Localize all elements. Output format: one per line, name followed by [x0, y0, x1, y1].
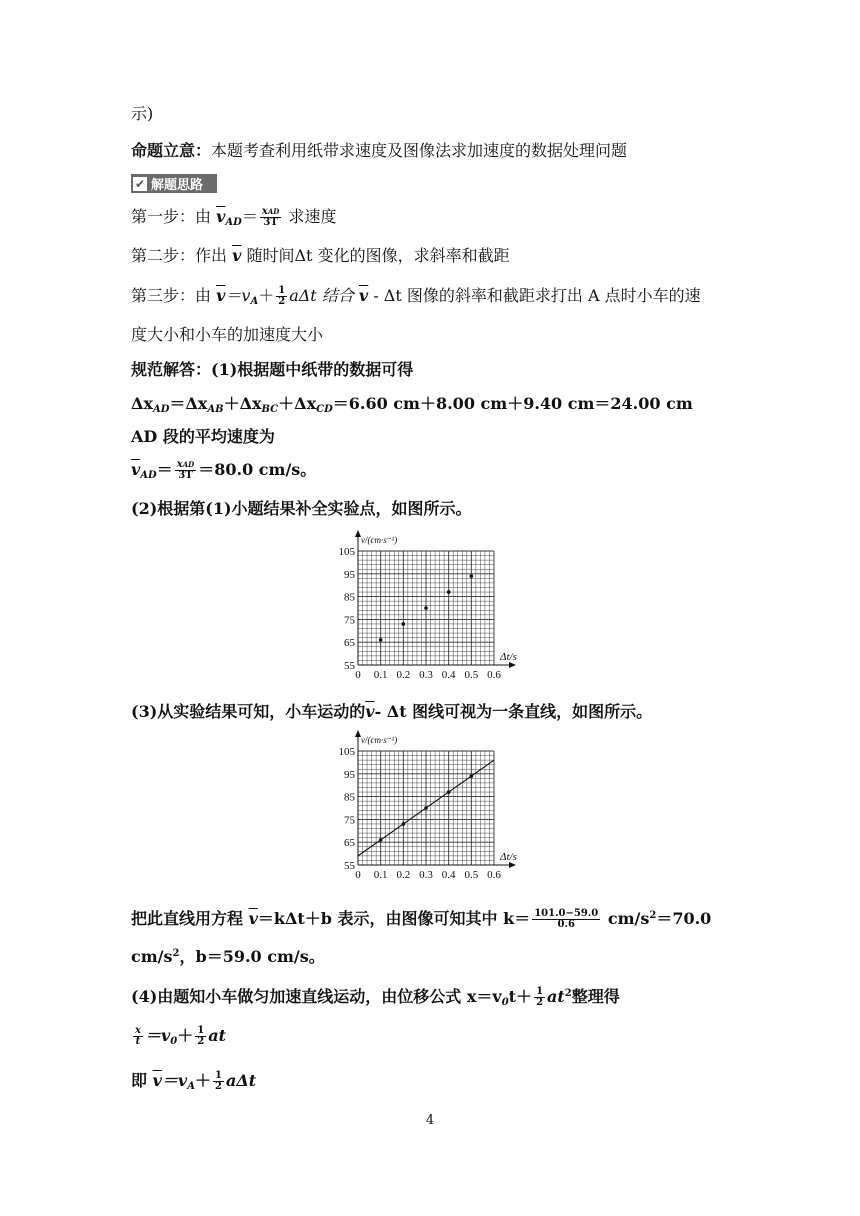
fraction: $\frac{1}{2}$: [197, 1025, 205, 1047]
x-tick-label: 0.5: [464, 869, 479, 881]
xt-equation: $\frac{x}{t}$ $=v_0+$ $\frac{1}{2}$ at: [135, 1025, 226, 1047]
x-tick-label: 0.2: [396, 669, 411, 681]
y-tick-label: 65: [344, 637, 355, 650]
chart-fit-line: [320, 730, 540, 882]
fraction: $\frac{101.0-59.0}{0.6}$: [534, 908, 599, 930]
intent-text: 本题考查利用纸带求速度及图像法求加速度的数据处理问题: [211, 141, 628, 160]
step-1-line: [131, 207, 336, 233]
fraction: $\frac{\text{xAD}}{3T}$: [176, 459, 195, 481]
y-tick-label: 105: [338, 746, 355, 758]
answer-line-4: (4)由题知小车做匀加速直线运动，由位移公式 $x=v_0t+$ $\frac{1}{2}$ $at^2$整理得: [131, 986, 620, 1008]
final-equation: 即 $\overline{v}=v_A+$ $\frac{1}{2}$ aΔt: [131, 1070, 257, 1092]
step-2-prefix: 第二步：作出: [131, 246, 228, 265]
y-tick-label: 95: [344, 568, 355, 581]
y-tick-label: 85: [344, 591, 355, 604]
v-bar: $\overline{v}$: [152, 1071, 162, 1090]
x-tick-label: 0.2: [396, 869, 411, 881]
step-1-prefix: 第一步：由: [131, 207, 212, 226]
y-tick-label: 85: [344, 791, 355, 804]
x-tick-label: 0.6: [487, 869, 501, 881]
data-point: [470, 774, 474, 778]
x-tick-label: 0.4: [441, 669, 456, 681]
line-equation: 把此直线用方程 $\overline{v}=k\Delta t+b$ 表示，由图像可知其中 k＝ $\frac{101.0-59.0}{0.6}$ $cm/s^2=70.0$: [131, 908, 712, 930]
ad-average-line: AD 段的平均速度为: [131, 427, 275, 446]
v-bar: $\overline{v}$: [131, 460, 141, 479]
page-number: 4: [425, 1113, 435, 1128]
step-3-cont: 度大小和小车的加速度大小: [131, 325, 324, 344]
data-point: [379, 838, 383, 842]
v-bar: $\overline{v}$: [248, 909, 258, 928]
x-tick-label: 0.1: [373, 669, 388, 681]
step-3-suffix: - Δt 图像的斜率和截距求打出 A 点时小车的速: [373, 286, 701, 305]
text: 示): [131, 104, 154, 123]
step-3-line: 第三步：由 $\overline{v}=v_A+$ $\frac{1}{2}$ aΔt 结合 $\overline{v}$ - Δt 图像的斜率和截距求打出 A 点时小车的速: [131, 285, 701, 307]
answer-line-2: (2)根据第(1)小题结果补全实验点，如图所示。: [131, 499, 472, 518]
answer-label: 规范解答：: [131, 360, 212, 379]
solution-idea-badge: [131, 174, 217, 193]
x-tick-label: 0: [355, 869, 361, 881]
x-tick-label: 0.5: [464, 669, 479, 681]
x-axis-label: Δt/s: [500, 651, 517, 663]
subscript: AD: [225, 217, 242, 228]
answer-line-1: 规范解答：(1)根据题中纸带的数据可得: [131, 360, 414, 379]
fraction: $\frac{1}{2}$: [214, 1070, 222, 1092]
step-1-suffix: 求速度: [288, 207, 337, 226]
x-tick-label: 0.6: [487, 669, 501, 681]
y-tick-label: 105: [338, 546, 355, 558]
y-tick-label: 55: [344, 660, 355, 672]
equation-1: $\Delta x_{AD}=\Delta x_{AB}+\Delta x_{BC}+\Delta x_{CD}=6.60$ cm＋8.00 cm＋9.40 cm＝24.00 cm: [131, 394, 693, 415]
data-point: [402, 622, 406, 626]
v-bar: $\overline{v}$: [365, 702, 375, 721]
intent-line: [131, 141, 627, 161]
answer-line-3: (3)从实验结果可知，小车运动的$\overline{v}-$ Δt 图线可视为一条直线，如图所示。: [131, 702, 653, 721]
badge-label: 解题思路: [151, 178, 204, 193]
x-tick-label: 0: [355, 669, 361, 681]
data-point: [402, 822, 406, 826]
y-axis-label: v/(cm·s⁻¹): [361, 735, 398, 745]
data-point: [447, 590, 451, 594]
data-point: [424, 806, 428, 810]
v-bar: $\overline{v}$: [232, 246, 242, 265]
x-axis-label: Δt/s: [500, 851, 517, 863]
check-icon: ✔: [134, 176, 146, 191]
x-tick-label: 0.3: [419, 869, 433, 881]
step-3-prefix: 第三步：由: [131, 286, 212, 305]
intent-label: 命题立意：: [131, 141, 212, 160]
x-tick-label: 0.4: [441, 869, 456, 881]
chart-data-points: [320, 530, 540, 682]
data-point: [379, 638, 383, 642]
y-tick-label: 75: [344, 814, 355, 827]
fraction: $\frac{\text{xAD}}{3T}$: [261, 206, 280, 228]
x-tick-label: 0.3: [419, 669, 433, 681]
data-point: [424, 606, 428, 610]
y-tick-label: 95: [344, 768, 355, 781]
line-equation-cont: $cm/s^2$，b＝59.0 cm/s。: [131, 947, 325, 966]
x-tick-label: 0.1: [373, 869, 388, 881]
fraction: $\frac{1}{2}$: [278, 285, 286, 307]
y-tick-label: 65: [344, 837, 355, 850]
equals: ＝: [241, 207, 258, 226]
equation-2: $\overline{v}_{AD}=$ $\frac{\text{xAD}}{3T}$ ＝80.0 cm/s。: [131, 459, 317, 481]
step-2-line: [131, 246, 510, 266]
data-point: [470, 574, 474, 578]
v-bar: $\overline{v}$: [216, 207, 226, 226]
data-point: [447, 790, 451, 794]
v-bar: $\overline{v}$: [216, 286, 226, 305]
y-tick-label: 75: [344, 614, 355, 627]
text-line: [131, 104, 153, 124]
fraction: $\frac{1}{2}$: [536, 986, 544, 1008]
y-axis-label: v/(cm·s⁻¹): [361, 535, 398, 545]
y-tick-label: 55: [344, 860, 355, 872]
v-bar: $\overline{v}$: [358, 286, 369, 305]
fraction: $\frac{x}{t}$: [135, 1025, 141, 1047]
step-2-suffix: 随时间Δt 变化的图像，求斜率和截距: [246, 246, 510, 265]
